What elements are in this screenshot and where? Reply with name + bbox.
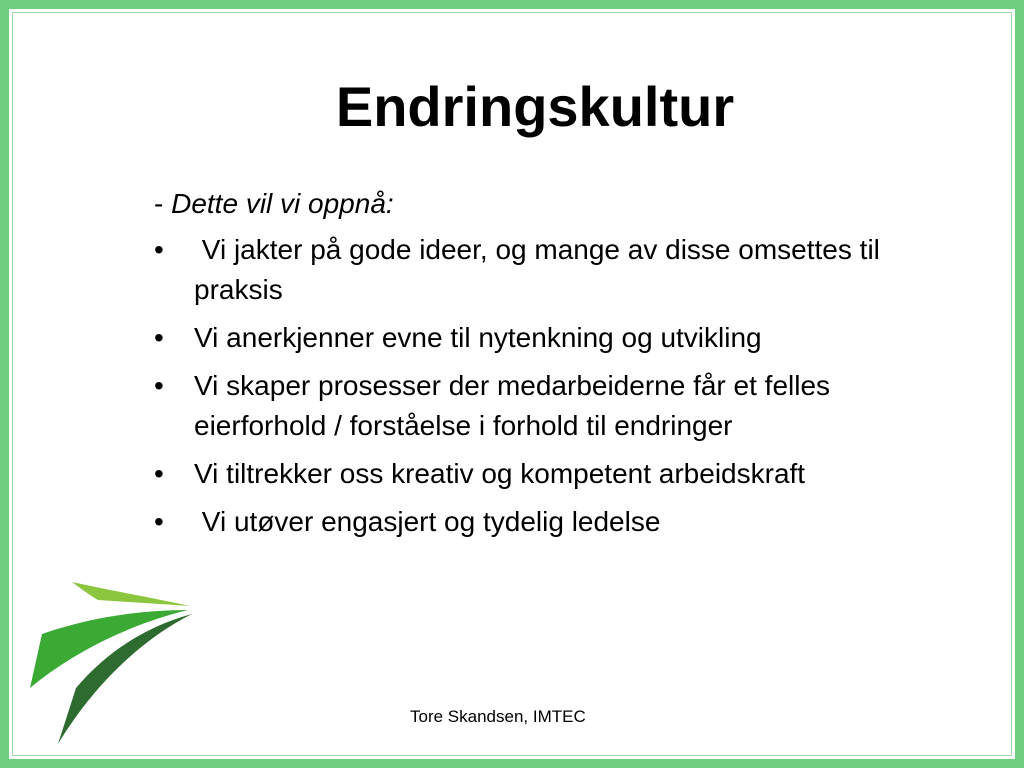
bullet-text: Vi skaper prosesser der medarbeiderne får et felles eierforhold / forståelse i forhold til endringer (194, 370, 831, 441)
bullet-text: Vi tiltrekker oss kreativ og kompetent arbeidskraft (194, 458, 806, 489)
bullet-list (154, 230, 954, 542)
bullet-text: Vi utøver engasjert og tydelig ledelse (194, 506, 661, 537)
slide-title: Endringskultur (335, 75, 735, 138)
bullet-item (154, 318, 954, 358)
bullet-dot: • (154, 458, 164, 489)
bullet-dot: • (154, 506, 164, 537)
bullet-item (154, 502, 954, 542)
bullet-item (154, 230, 954, 310)
footer-credit: Tore Skandsen, IMTEC (410, 707, 586, 726)
green-swoosh-logo-icon (28, 578, 198, 750)
bullet-dot: • (154, 234, 164, 265)
bullet-item (154, 366, 954, 446)
slide-body (154, 184, 954, 550)
intro-dash: - (154, 188, 172, 219)
logo-light-swoosh (72, 582, 190, 606)
intro-line (154, 184, 954, 224)
bullet-dot: • (154, 322, 164, 353)
bullet-text: Vi jakter på gode ideer, og mange av disse omsettes til praksis (194, 234, 888, 305)
bullet-dot: • (154, 370, 164, 401)
intro-text: Dette vil vi oppnå: (171, 188, 394, 219)
bullet-text: Vi anerkjenner evne til nytenkning og utvikling (194, 322, 762, 353)
bullet-item (154, 454, 954, 494)
